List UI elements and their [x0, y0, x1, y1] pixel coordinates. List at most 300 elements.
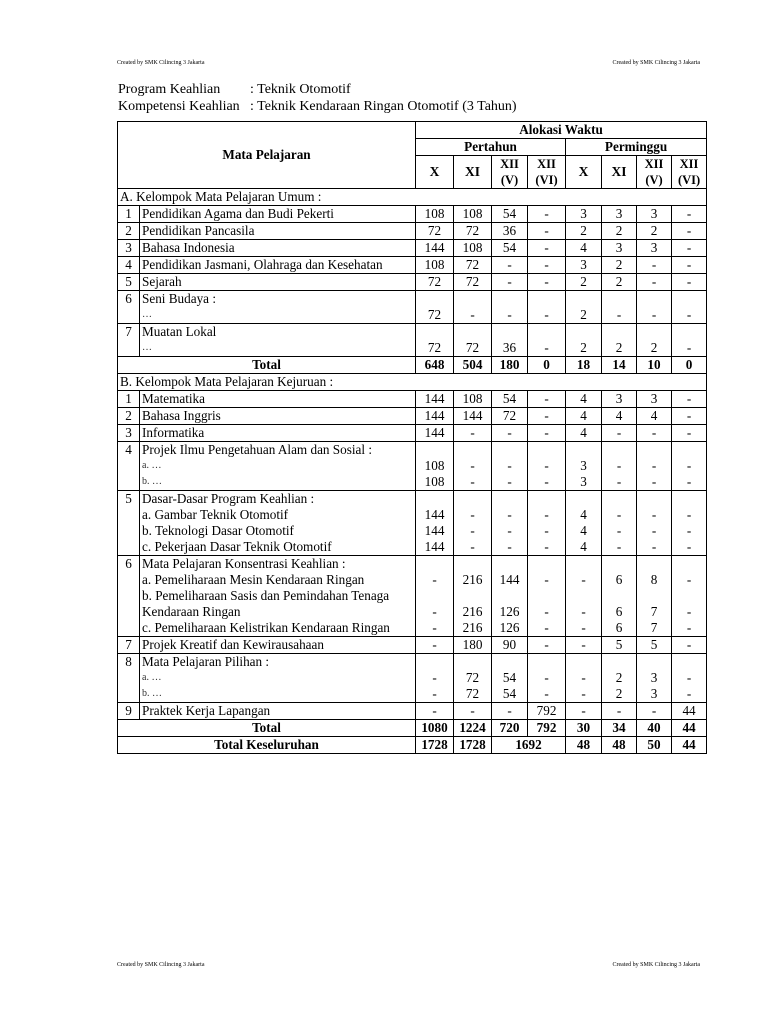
- col-header-tahun-3: XII (VI): [528, 156, 566, 189]
- group-b-value-tahun-3: -: [528, 637, 566, 654]
- group-b-row-number: 1: [118, 391, 140, 408]
- group-b-subject-name: b. …: [140, 474, 416, 491]
- group-b-row-8-line-1: [118, 670, 707, 686]
- group-a-value-tahun-3: -: [528, 307, 566, 324]
- group-b-row-4: [118, 442, 707, 459]
- group-a-value-tahun-3: -: [528, 240, 566, 257]
- col-header-tahun-0: X: [416, 156, 454, 189]
- group-b-value-tahun-1: 180: [454, 637, 492, 654]
- total-row-b-value-6: 40: [637, 720, 672, 737]
- group-b-value-minggu-0: [566, 654, 602, 671]
- group-b-value-tahun-2: [492, 556, 528, 573]
- total-row-a-value-6: 10: [637, 357, 672, 374]
- group-a-value-minggu-3: -: [672, 340, 707, 357]
- group-b-row-5-line-3: [118, 539, 707, 556]
- group-b-value-minggu-0: -: [566, 670, 602, 686]
- group-a-value-minggu-2: 2: [637, 223, 672, 240]
- group-a-value-tahun-1: 72: [454, 257, 492, 274]
- group-b-value-minggu-0: 4: [566, 408, 602, 425]
- group-b-value-tahun-1: [454, 654, 492, 671]
- group-b-value-tahun-3: [528, 654, 566, 671]
- group-a-value-tahun-3: -: [528, 223, 566, 240]
- page-header: [117, 60, 700, 66]
- group-b-value-minggu-2: 3: [637, 670, 672, 686]
- group-b-value-minggu-2: -: [637, 425, 672, 442]
- group-b-value-minggu-3: [672, 442, 707, 459]
- group-b-subject-name: Praktek Kerja Lapangan: [140, 703, 416, 720]
- group-b-row-5-line-1: [118, 507, 707, 523]
- group-b-value-minggu-0: 4: [566, 523, 602, 539]
- group-b-value-tahun-0: -: [416, 637, 454, 654]
- group-a-header-label: A. Kelompok Mata Pelajaran Umum :: [118, 189, 707, 206]
- group-b-value-minggu-3: -: [672, 507, 707, 523]
- group-b-value-minggu-2: -: [637, 539, 672, 556]
- total-row-b-label: Total: [118, 720, 416, 737]
- group-a-value-minggu-0: 3: [566, 257, 602, 274]
- group-b-subject-name: Projek Ilmu Pengetahuan Alam dan Sosial :: [140, 442, 416, 459]
- grand-total-label: Total Keseluruhan: [118, 737, 416, 754]
- group-b-value-minggu-0: 3: [566, 458, 602, 474]
- group-a-value-tahun-1: [454, 324, 492, 341]
- group-b-value-minggu-0: 3: [566, 474, 602, 491]
- group-a-value-tahun-0: 108: [416, 206, 454, 223]
- group-b-value-tahun-3: -: [528, 523, 566, 539]
- group-b-value-minggu-0: [566, 588, 602, 604]
- group-b-value-tahun-2: 144: [492, 572, 528, 588]
- group-a-value-minggu-1: 2: [602, 223, 637, 240]
- group-b-value-tahun-0: [416, 491, 454, 508]
- group-b-subject-name: c. Pekerjaan Dasar Teknik Otomotif: [140, 539, 416, 556]
- footer-right-text: Created by SMK Cilincing 3 Jakarta: [612, 962, 700, 968]
- pertahun-header: Pertahun: [416, 139, 566, 156]
- group-b-value-tahun-1: 144: [454, 408, 492, 425]
- group-a-value-minggu-2: -: [637, 307, 672, 324]
- group-b-value-minggu-0: -: [566, 572, 602, 588]
- group-b-row-1: [118, 391, 707, 408]
- group-a-row-4: [118, 257, 707, 274]
- group-a-value-minggu-1: 3: [602, 240, 637, 257]
- group-a-value-tahun-3: -: [528, 274, 566, 291]
- group-a-row-number: 2: [118, 223, 140, 240]
- group-b-value-tahun-2: 90: [492, 637, 528, 654]
- group-b-value-tahun-0: -: [416, 572, 454, 588]
- group-a-value-tahun-1: 72: [454, 223, 492, 240]
- group-a-subject-name: Seni Budaya :: [140, 291, 416, 308]
- total-row-a-value-7: 0: [672, 357, 707, 374]
- group-b-value-tahun-3: [528, 588, 566, 604]
- group-a-value-minggu-3: [672, 291, 707, 308]
- group-b-value-tahun-3: [528, 556, 566, 573]
- group-b-row-8-line-2: [118, 686, 707, 703]
- group-b-row-number: 5: [118, 491, 140, 556]
- group-b-value-tahun-3: -: [528, 408, 566, 425]
- group-b-row-4-line-2: [118, 474, 707, 491]
- group-a-row-7-line-1: [118, 340, 707, 357]
- group-b-value-minggu-3: -: [672, 408, 707, 425]
- group-b-value-minggu-1: [602, 588, 637, 604]
- group-b-value-tahun-0: [416, 442, 454, 459]
- group-a-value-tahun-1: [454, 291, 492, 308]
- group-b-value-tahun-1: 216: [454, 572, 492, 588]
- group-b-subject-name: a. Gambar Teknik Otomotif: [140, 507, 416, 523]
- group-b-value-tahun-2: -: [492, 474, 528, 491]
- group-a-subject-name: Muatan Lokal: [140, 324, 416, 341]
- group-a-value-minggu-1: [602, 291, 637, 308]
- group-a-value-tahun-1: 108: [454, 240, 492, 257]
- group-b-value-minggu-1: [602, 491, 637, 508]
- group-a-value-tahun-2: 36: [492, 223, 528, 240]
- total-row-a: [118, 357, 707, 374]
- group-b-row-6-line-3: [118, 604, 707, 620]
- group-b-value-minggu-3: -: [672, 637, 707, 654]
- group-a-header: [118, 189, 707, 206]
- group-a-row-number: 6: [118, 291, 140, 324]
- group-a-subject-name: Pendidikan Jasmani, Olahraga dan Kesehatan: [140, 257, 416, 274]
- grand-total-minggu-2: 50: [637, 737, 672, 754]
- group-b-value-minggu-2: -: [637, 474, 672, 491]
- group-b-value-tahun-1: [454, 588, 492, 604]
- group-a-row-7: [118, 324, 707, 341]
- group-a-subject-name: Bahasa Indonesia: [140, 240, 416, 257]
- group-b-row-number: 3: [118, 425, 140, 442]
- group-b-value-tahun-2: 54: [492, 670, 528, 686]
- group-b-value-minggu-3: -: [672, 425, 707, 442]
- group-b-value-minggu-2: [637, 442, 672, 459]
- group-b-value-minggu-1: -: [602, 703, 637, 720]
- group-b-subject-name: a. …: [140, 458, 416, 474]
- group-b-row-7: [118, 637, 707, 654]
- group-a-row-6-line-1: [118, 307, 707, 324]
- group-a-value-minggu-3: -: [672, 240, 707, 257]
- group-b-value-tahun-1: -: [454, 458, 492, 474]
- group-a-value-minggu-3: -: [672, 206, 707, 223]
- group-b-value-minggu-3: -: [672, 572, 707, 588]
- group-b-subject-name: Kendaraan Ringan: [140, 604, 416, 620]
- group-b-value-tahun-2: -: [492, 703, 528, 720]
- group-b-value-minggu-0: 4: [566, 539, 602, 556]
- footer-left-text: Created by SMK Cilincing 3 Jakarta: [117, 962, 205, 968]
- group-b-row-5-line-2: [118, 523, 707, 539]
- group-a-value-minggu-3: -: [672, 274, 707, 291]
- total-row-b-value-0: 1080: [416, 720, 454, 737]
- group-a-subject-name: Sejarah: [140, 274, 416, 291]
- group-b-value-tahun-0: [416, 588, 454, 604]
- group-b-value-tahun-1: [454, 491, 492, 508]
- group-b-row-4-line-1: [118, 458, 707, 474]
- group-b-row-8: [118, 654, 707, 671]
- group-a-value-minggu-2: 3: [637, 240, 672, 257]
- curriculum-table: [117, 121, 707, 754]
- group-b-value-minggu-3: -: [672, 604, 707, 620]
- group-b-value-tahun-1: [454, 442, 492, 459]
- group-b-row-number: 2: [118, 408, 140, 425]
- group-b-value-tahun-1: 72: [454, 686, 492, 703]
- group-a-row-3: [118, 240, 707, 257]
- group-a-value-tahun-1: 72: [454, 274, 492, 291]
- group-b-value-minggu-2: [637, 654, 672, 671]
- group-a-value-tahun-2: -: [492, 274, 528, 291]
- group-b-value-tahun-2: -: [492, 425, 528, 442]
- group-a-value-minggu-0: 3: [566, 206, 602, 223]
- group-a-value-tahun-2: 54: [492, 206, 528, 223]
- total-row-b-value-4: 30: [566, 720, 602, 737]
- group-a-value-tahun-3: -: [528, 340, 566, 357]
- group-b-value-minggu-2: 7: [637, 620, 672, 637]
- group-a-row-5: [118, 274, 707, 291]
- header-right-text: Created by SMK Cilincing 3 Jakarta: [612, 60, 700, 66]
- group-a-row-number: 5: [118, 274, 140, 291]
- group-b-value-minggu-3: -: [672, 458, 707, 474]
- group-b-subject-name: Bahasa Inggris: [140, 408, 416, 425]
- group-b-value-tahun-2: 126: [492, 604, 528, 620]
- group-b-header: [118, 374, 707, 391]
- group-a-value-minggu-1: 2: [602, 340, 637, 357]
- group-b-value-tahun-2: 126: [492, 620, 528, 637]
- group-a-row-number: 7: [118, 324, 140, 357]
- group-b-value-minggu-2: 3: [637, 391, 672, 408]
- group-b-row-6-line-1: [118, 572, 707, 588]
- group-a-value-tahun-0: 72: [416, 340, 454, 357]
- group-b-value-minggu-2: -: [637, 523, 672, 539]
- group-a-row-6: [118, 291, 707, 308]
- group-b-subject-name: Dasar-Dasar Program Keahlian :: [140, 491, 416, 508]
- total-row-b-value-2: 720: [492, 720, 528, 737]
- group-b-value-minggu-1: [602, 654, 637, 671]
- group-a-value-minggu-1: -: [602, 307, 637, 324]
- group-b-value-tahun-0: 144: [416, 391, 454, 408]
- col-header-minggu-3: XII (VI): [672, 156, 707, 189]
- total-row-b-value-7: 44: [672, 720, 707, 737]
- group-a-value-tahun-3: -: [528, 206, 566, 223]
- group-a-value-minggu-1: 2: [602, 274, 637, 291]
- group-b-value-tahun-0: -: [416, 670, 454, 686]
- group-a-value-minggu-2: 2: [637, 340, 672, 357]
- total-row-a-label: Total: [118, 357, 416, 374]
- group-a-value-minggu-2: [637, 291, 672, 308]
- group-b-subject-name: b. Teknologi Dasar Otomotif: [140, 523, 416, 539]
- group-a-value-minggu-0: 4: [566, 240, 602, 257]
- group-a-value-tahun-0: 144: [416, 240, 454, 257]
- group-b-row-9: [118, 703, 707, 720]
- group-b-value-minggu-1: -: [602, 539, 637, 556]
- group-b-value-tahun-3: -: [528, 507, 566, 523]
- group-b-value-minggu-1: -: [602, 474, 637, 491]
- group-a-value-minggu-0: 2: [566, 307, 602, 324]
- group-b-value-minggu-2: 8: [637, 572, 672, 588]
- col-header-minggu-2: XII (V): [637, 156, 672, 189]
- group-a-value-tahun-2: [492, 291, 528, 308]
- group-b-subject-name: Mata Pelajaran Konsentrasi Keahlian :: [140, 556, 416, 573]
- group-b-row-6-line-4: [118, 620, 707, 637]
- total-row-a-value-1: 504: [454, 357, 492, 374]
- total-row-a-value-4: 18: [566, 357, 602, 374]
- group-a-row-number: 3: [118, 240, 140, 257]
- group-a-value-minggu-0: 2: [566, 340, 602, 357]
- group-b-value-tahun-0: -: [416, 686, 454, 703]
- header-row-1: [118, 122, 707, 139]
- group-a-value-tahun-1: 72: [454, 340, 492, 357]
- total-row-b-value-5: 34: [602, 720, 637, 737]
- group-a-row-1: [118, 206, 707, 223]
- grand-total-x: 1728: [416, 737, 454, 754]
- group-a-value-tahun-2: 36: [492, 340, 528, 357]
- group-b-value-minggu-0: -: [566, 620, 602, 637]
- group-b-value-tahun-2: 54: [492, 391, 528, 408]
- kompetensi-value: : Teknik Kendaraan Ringan Otomotif (3 Tahun): [250, 99, 517, 114]
- group-a-value-tahun-0: 108: [416, 257, 454, 274]
- page-footer: [117, 962, 700, 968]
- group-b-value-minggu-2: -: [637, 458, 672, 474]
- header-left-text: Created by SMK Cilincing 3 Jakarta: [117, 60, 205, 66]
- group-b-row-6-line-2: [118, 588, 707, 604]
- group-a-value-tahun-3: [528, 324, 566, 341]
- group-b-value-tahun-2: -: [492, 523, 528, 539]
- group-b-row-2: [118, 408, 707, 425]
- group-b-value-tahun-3: [528, 491, 566, 508]
- program-label: Program Keahlian: [118, 82, 221, 97]
- group-a-value-minggu-3: -: [672, 223, 707, 240]
- group-b-value-tahun-1: -: [454, 539, 492, 556]
- group-b-value-minggu-3: -: [672, 686, 707, 703]
- group-b-subject-name: a. Pemeliharaan Mesin Kendaraan Ringan: [140, 572, 416, 588]
- group-b-value-minggu-3: -: [672, 474, 707, 491]
- group-b-value-tahun-1: -: [454, 425, 492, 442]
- group-b-value-tahun-2: -: [492, 507, 528, 523]
- group-b-value-tahun-1: -: [454, 523, 492, 539]
- group-b-value-tahun-2: [492, 442, 528, 459]
- group-b-value-minggu-0: [566, 556, 602, 573]
- group-b-row-number: 8: [118, 654, 140, 703]
- group-b-row-3: [118, 425, 707, 442]
- group-b-value-tahun-0: 144: [416, 408, 454, 425]
- group-b-row-6: [118, 556, 707, 573]
- group-b-value-minggu-3: [672, 491, 707, 508]
- group-b-subject-name: Projek Kreatif dan Kewirausahaan: [140, 637, 416, 654]
- group-b-value-tahun-3: -: [528, 458, 566, 474]
- group-b-value-tahun-2: [492, 654, 528, 671]
- group-b-value-minggu-1: [602, 442, 637, 459]
- group-b-value-minggu-3: [672, 588, 707, 604]
- group-b-value-minggu-3: -: [672, 620, 707, 637]
- group-a-row-number: 4: [118, 257, 140, 274]
- group-b-value-minggu-2: 3: [637, 686, 672, 703]
- group-a-value-minggu-2: -: [637, 274, 672, 291]
- group-b-value-minggu-3: -: [672, 670, 707, 686]
- group-a-value-tahun-0: [416, 291, 454, 308]
- group-b-value-tahun-0: -: [416, 620, 454, 637]
- group-b-value-tahun-0: -: [416, 604, 454, 620]
- group-a-row-2: [118, 223, 707, 240]
- group-a-value-minggu-2: [637, 324, 672, 341]
- group-b-value-minggu-0: -: [566, 604, 602, 620]
- group-b-value-tahun-2: [492, 491, 528, 508]
- group-a-value-minggu-0: 2: [566, 223, 602, 240]
- group-b-subject-name: Mata Pelajaran Pilihan :: [140, 654, 416, 671]
- group-b-value-tahun-1: 216: [454, 620, 492, 637]
- group-b-value-minggu-2: [637, 491, 672, 508]
- group-a-value-tahun-1: 108: [454, 206, 492, 223]
- group-a-subject-name: Pendidikan Agama dan Budi Pekerti: [140, 206, 416, 223]
- group-b-value-minggu-2: -: [637, 507, 672, 523]
- group-b-value-tahun-3: -: [528, 670, 566, 686]
- group-b-value-minggu-3: -: [672, 391, 707, 408]
- group-b-subject-name: Informatika: [140, 425, 416, 442]
- group-b-value-minggu-1: -: [602, 458, 637, 474]
- col-header-minggu-0: X: [566, 156, 602, 189]
- group-b-value-tahun-3: [528, 442, 566, 459]
- group-b-value-tahun-3: -: [528, 620, 566, 637]
- group-a-subject-name: Pendidikan Pancasila: [140, 223, 416, 240]
- group-b-value-minggu-1: -: [602, 507, 637, 523]
- group-b-value-minggu-1: [602, 556, 637, 573]
- group-b-value-minggu-1: 6: [602, 620, 637, 637]
- grand-total-row: [118, 737, 707, 754]
- total-row-b-value-3: 792: [528, 720, 566, 737]
- group-b-value-tahun-1: 72: [454, 670, 492, 686]
- group-a-value-tahun-1: -: [454, 307, 492, 324]
- group-b-value-tahun-2: -: [492, 539, 528, 556]
- group-b-value-minggu-2: [637, 556, 672, 573]
- group-a-value-tahun-3: [528, 291, 566, 308]
- group-b-value-minggu-1: 2: [602, 686, 637, 703]
- group-b-value-minggu-1: 3: [602, 391, 637, 408]
- group-b-value-tahun-3: -: [528, 425, 566, 442]
- group-b-value-tahun-0: [416, 556, 454, 573]
- group-b-value-minggu-2: 7: [637, 604, 672, 620]
- program-value: : Teknik Otomotif: [250, 82, 351, 97]
- group-b-value-tahun-0: -: [416, 703, 454, 720]
- group-b-value-minggu-0: 4: [566, 425, 602, 442]
- total-row-a-value-0: 648: [416, 357, 454, 374]
- group-a-value-minggu-0: [566, 291, 602, 308]
- group-b-value-tahun-3: -: [528, 572, 566, 588]
- group-b-subject-name: c. Pemeliharaan Kelistrikan Kendaraan Ringan: [140, 620, 416, 637]
- group-b-subject-name: b. …: [140, 686, 416, 703]
- group-a-value-minggu-1: [602, 324, 637, 341]
- group-a-subject-name: …: [140, 307, 416, 324]
- grand-total-xi: 1728: [454, 737, 492, 754]
- group-b-value-tahun-0: 144: [416, 523, 454, 539]
- group-b-value-minggu-0: -: [566, 686, 602, 703]
- group-b-value-minggu-1: 5: [602, 637, 637, 654]
- group-b-value-tahun-2: -: [492, 458, 528, 474]
- col-header-minggu-1: XI: [602, 156, 637, 189]
- group-b-value-tahun-0: 108: [416, 458, 454, 474]
- kompetensi-label: Kompetensi Keahlian: [118, 99, 240, 114]
- group-b-value-minggu-3: [672, 654, 707, 671]
- group-b-value-minggu-3: -: [672, 539, 707, 556]
- grand-total-minggu-3: 44: [672, 737, 707, 754]
- group-a-value-tahun-2: 54: [492, 240, 528, 257]
- perminggu-header: Perminggu: [566, 139, 707, 156]
- group-b-value-tahun-3: -: [528, 539, 566, 556]
- col-header-tahun-2: XII (V): [492, 156, 528, 189]
- group-b-value-minggu-1: 2: [602, 670, 637, 686]
- group-a-value-minggu-0: [566, 324, 602, 341]
- group-b-value-minggu-1: -: [602, 425, 637, 442]
- group-a-value-minggu-3: -: [672, 307, 707, 324]
- total-row-a-value-5: 14: [602, 357, 637, 374]
- group-b-header-label: B. Kelompok Mata Pelajaran Kejuruan :: [118, 374, 707, 391]
- group-a-value-minggu-1: 3: [602, 206, 637, 223]
- group-a-value-tahun-2: -: [492, 307, 528, 324]
- group-a-value-minggu-2: 3: [637, 206, 672, 223]
- group-b-value-minggu-0: [566, 442, 602, 459]
- group-b-value-minggu-1: 6: [602, 604, 637, 620]
- group-b-value-minggu-2: 5: [637, 637, 672, 654]
- grand-total-minggu-0: 48: [566, 737, 602, 754]
- group-b-row-number: 9: [118, 703, 140, 720]
